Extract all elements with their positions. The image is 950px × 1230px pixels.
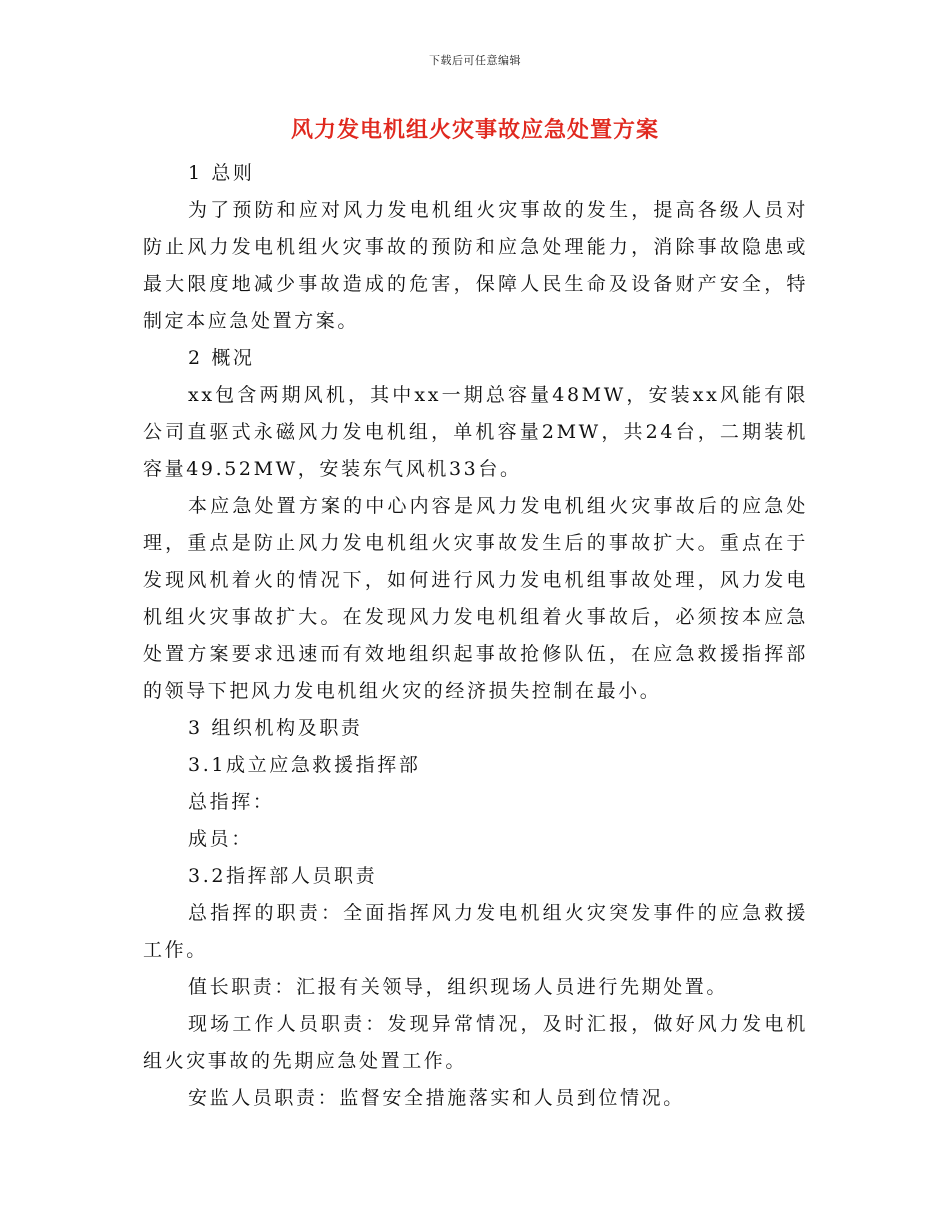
subsection-heading: 3.2指挥部人员职责 [188,865,378,887]
paragraph: 现场工作人员职责：发现异常情况，及时汇报，做好风力发电机组火灾事故的先期应急处置工作。 [143,1013,808,1072]
paragraph: xx包含两期风机，其中xx一期总容量48MW，安装xx风能有限公司直驱式永磁风力发电机组，单机容量2MW，共24台，二期装机容量49.52MW，安装东气风机33台。 [143,384,808,480]
section-heading: 2 概况 [188,347,255,369]
paragraph: 总指挥： [188,791,275,813]
paragraph: 值长职责：汇报有关领导，组织现场人员进行先期处置。 [188,976,729,998]
paragraph: 总指挥的职责：全面指挥风力发电机组火灾突发事件的应急救援工作。 [143,902,808,961]
section-heading: 1 总则 [188,162,255,184]
paragraph: 本应急处置方案的中心内容是风力发电机组火灾事故后的应急处理，重点是防止风力发电机组火灾事故发生后的事故扩大。重点在于发现风机着火的情况下，如何进行风力发电机组事故处理，风力发电机组火灾事故扩大。在发现风力发电机组着火事故后，必须按本应急处置方案要求迅速而有效地组织起事故抢修队伍，在应急救援指挥部的领导下把风力发电机组火灾的经济损失控制在最小。 [143,495,808,702]
paragraph: 为了预防和应对风力发电机组火灾事故的发生，提高各级人员对防止风力发电机组火灾事故的预防和应急处理能力，消除事故隐患或最大限度地减少事故造成的危害，保障人民生命及设备财产安全，特制定本应急处置方案。 [143,199,808,332]
section-heading: 3 组织机构及职责 [188,717,363,739]
document-title: 风力发电机组火灾事故应急处置方案 [290,117,659,143]
paragraph: 成员： [188,828,253,850]
paragraph: 安监人员职责：监督安全措施落实和人员到位情况。 [188,1087,685,1109]
subsection-heading: 3.1成立应急救援指挥部 [188,754,421,776]
page-header-note: 下载后可任意编辑 [429,54,521,67]
document-body [143,155,808,1117]
